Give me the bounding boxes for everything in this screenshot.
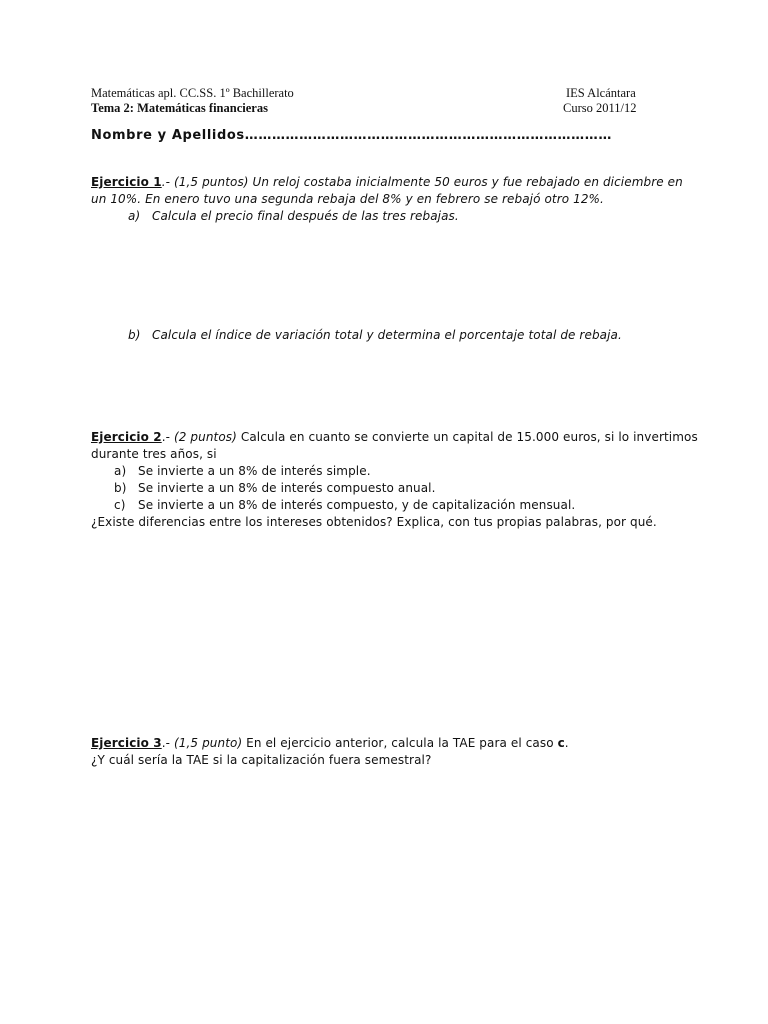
exercise-1-b-text: Calcula el índice de variación total y determina el porcentaje total de rebaja. xyxy=(152,328,622,342)
exercise-1-title: Ejercicio 1 xyxy=(91,175,162,189)
exercise-1-a-text: Calcula el precio final después de las tres rebajas. xyxy=(152,209,459,223)
exercise-1-b-marker: b) xyxy=(128,328,141,342)
exercise-3-case-letter: c xyxy=(557,736,565,750)
exercise-1-a-marker: a) xyxy=(128,209,141,223)
exercise-3-text-1: En el ejercicio anterior, calcula la TAE para el caso xyxy=(242,736,558,750)
exercise-2-b-text: Se invierte a un 8% de interés compuesto anual. xyxy=(138,481,436,495)
exercise-1-sep: .- xyxy=(161,175,171,189)
exercise-2-sep: .- xyxy=(161,430,171,444)
exercise-2-a-text: Se invierte a un 8% de interés simple. xyxy=(138,464,371,478)
header-topic: Tema 2: Matemáticas financieras xyxy=(91,101,268,115)
exercise-3-text-end: . xyxy=(564,736,569,750)
exercise-2-c-text: Se invierte a un 8% de interés compuesto, y de capitalización mensual. xyxy=(138,498,576,512)
exercise-2-c-marker: c) xyxy=(114,498,126,512)
exercise-2-title: Ejercicio 2 xyxy=(91,430,162,444)
exercise-2-a-marker: a) xyxy=(114,464,127,478)
header-course: Curso 2011/12 xyxy=(563,101,637,115)
header-school: IES Alcántara xyxy=(566,86,636,100)
exercise-3-text-2: ¿Y cuál sería la TAE si la capitalización fuera semestral? xyxy=(91,753,432,767)
exercise-2-text-2: durante tres años, si xyxy=(91,447,217,461)
exercise-3-points: (1,5 punto) xyxy=(173,736,243,750)
exercise-1-text-1: Un reloj costaba inicialmente 50 euros y fue rebajado en diciembre en xyxy=(248,175,683,189)
exercise-2-text-1: Calcula en cuanto se convierte un capital de 15.000 euros, si lo invertimos xyxy=(236,430,698,444)
name-line: Nombre y Apellidos……………………………………………………………………… xyxy=(91,128,612,143)
exercise-2-question: ¿Existe diferencias entre los intereses obtenidos? Explica, con tus propias palabras, por qué. xyxy=(91,515,657,529)
exercise-2-line1 xyxy=(91,430,698,444)
exercise-3-sep: .- xyxy=(161,736,171,750)
exercise-1-points: (1,5 puntos) xyxy=(173,175,249,189)
exercise-3-line1 xyxy=(91,736,569,750)
header-subject: Matemáticas apl. CC.SS. 1º Bachillerato xyxy=(91,86,294,100)
exercise-1-line1 xyxy=(91,175,683,189)
exercise-1-text-2: un 10%. En enero tuvo una segunda rebaja del 8% y en febrero se rebajó otro 12%. xyxy=(91,192,604,206)
exercise-2-points: (2 puntos) xyxy=(173,430,237,444)
exercise-2-b-marker: b) xyxy=(114,481,127,495)
exercise-3-title: Ejercicio 3 xyxy=(91,736,162,750)
